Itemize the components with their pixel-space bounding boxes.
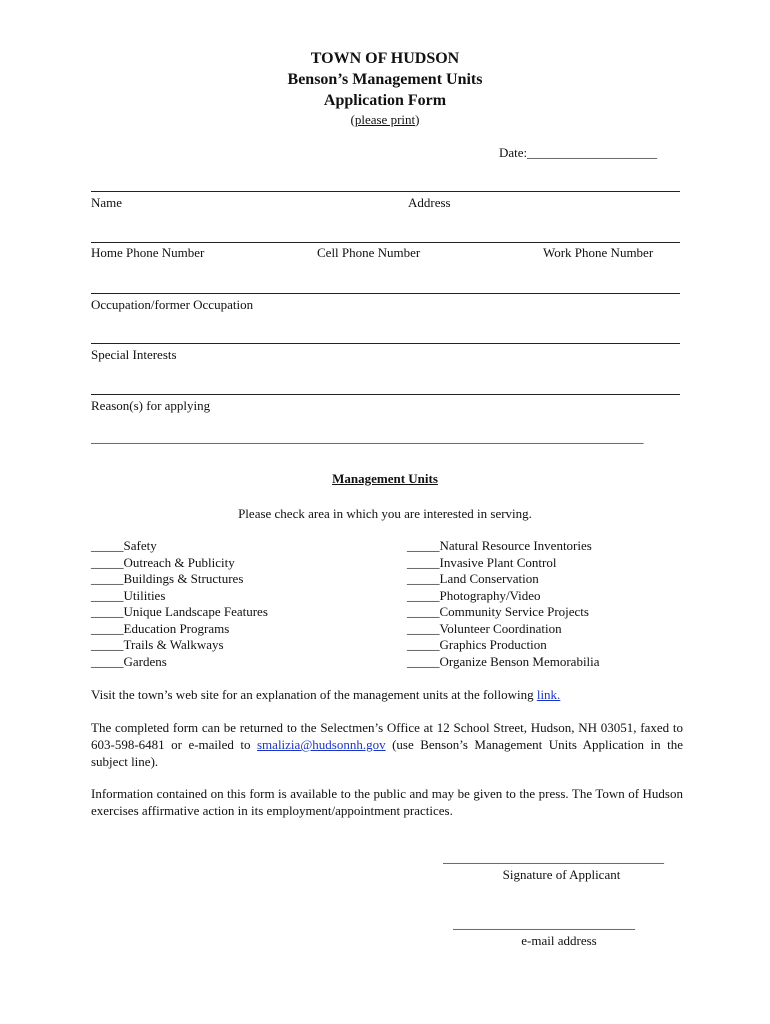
address-label: Address: [408, 195, 451, 210]
name-address-line[interactable]: [91, 191, 680, 192]
visit-text: Visit the town’s web site for an explanation of the management units at the following: [91, 687, 537, 702]
unit-education-programs[interactable]: _____Education Programs: [91, 620, 230, 636]
print-note: (please print): [350, 112, 420, 127]
date-label: Date:: [499, 145, 528, 160]
signature-line[interactable]: __________________________________: [443, 850, 664, 865]
unit-photography-video[interactable]: _____Photography/Video: [407, 587, 541, 603]
units-left-column: [91, 538, 268, 670]
reasons-blank-line[interactable]: _____________________________________________________________________________________: [91, 430, 644, 445]
unit-natural-resource-inventories[interactable]: _____Natural Resource Inventories: [407, 538, 592, 553]
special-interests-line[interactable]: [91, 343, 680, 344]
date-field[interactable]: [499, 145, 657, 161]
occupation-line[interactable]: [91, 293, 680, 294]
visit-paragraph: [91, 686, 683, 703]
cell-phone-label: Cell Phone Number: [317, 245, 421, 260]
unit-community-service-projects[interactable]: _____Community Service Projects: [407, 604, 589, 619]
email-line[interactable]: ____________________________: [453, 916, 635, 931]
unit-safety[interactable]: _____Safety: [91, 538, 157, 553]
print-note-text: please print: [354, 112, 416, 127]
reasons-line[interactable]: [91, 394, 680, 395]
unit-volunteer-coordination[interactable]: _____Volunteer Coordination: [407, 620, 562, 636]
email-link[interactable]: smalizia@hudsonnh.gov: [257, 737, 386, 752]
signature-label: Signature of Applicant: [502, 867, 621, 882]
unit-buildings-structures[interactable]: _____Buildings & Structures: [91, 571, 244, 586]
unit-trails-walkways[interactable]: _____Trails & Walkways: [91, 637, 224, 652]
form-title: Application Form: [323, 92, 447, 109]
occupation-label: Occupation/former Occupation: [91, 297, 254, 312]
public-info-paragraph: Information contained on this form is available to the public and may be given to the press. The Town of Hudson exercises affirmative action in its employment/appointment practices.: [91, 786, 683, 818]
unit-outreach-publicity[interactable]: _____Outreach & Publicity: [91, 554, 235, 570]
unit-land-conservation[interactable]: _____Land Conservation: [407, 571, 539, 586]
unit-graphics-production[interactable]: _____Graphics Production: [407, 637, 547, 652]
town-title: TOWN OF HUDSON: [310, 50, 460, 67]
work-phone-label: Work Phone Number: [543, 245, 654, 260]
form-subtitle: Benson’s Management Units: [287, 71, 483, 88]
unit-invasive-plant-control[interactable]: _____Invasive Plant Control: [407, 554, 557, 570]
date-blank: ____________________: [527, 145, 658, 160]
special-interests-label: Special Interests: [91, 347, 177, 362]
return-text-end: (use Benson’s Management Units Application in the subject line).: [91, 737, 683, 769]
units-link[interactable]: link.: [536, 687, 561, 702]
units-right-column: [407, 538, 600, 670]
home-phone-label: Home Phone Number: [91, 245, 205, 260]
name-label: Name: [91, 195, 123, 210]
unit-organize-benson-memorabilia[interactable]: _____Organize Benson Memorabilia: [407, 653, 600, 669]
phone-line[interactable]: [91, 242, 680, 243]
reasons-label: Reason(s) for applying: [91, 398, 211, 413]
unit-utilities[interactable]: _____Utilities: [91, 587, 166, 603]
management-units-heading: [0, 471, 770, 487]
email-label: e-mail address: [521, 933, 597, 948]
return-text: The completed form can be returned to the Selectmen’s Office at 12 School Street, Hudson, NH 03051, faxed to 603-598-6481 or e-mailed to: [91, 720, 683, 752]
unit-unique-landscape-features[interactable]: _____Unique Landscape Features: [91, 604, 268, 619]
units-instruction: Please check area in which you are interested in serving.: [238, 506, 532, 521]
management-units-heading-text: Management Units: [332, 471, 438, 486]
return-paragraph: [91, 719, 683, 770]
unit-gardens[interactable]: _____Gardens: [91, 653, 167, 669]
